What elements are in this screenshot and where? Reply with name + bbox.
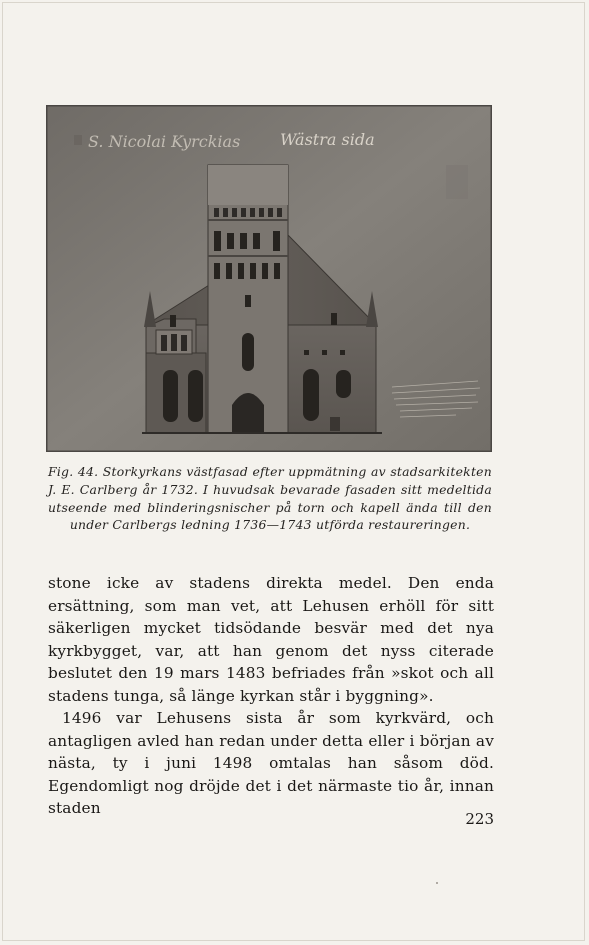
paper-speck bbox=[436, 882, 438, 884]
west-portal bbox=[232, 393, 264, 433]
body-paragraph-2: 1496 var Lehusens sista år som kyrkvärd, och antagligen avled han redan under detta eller i början av nästa, ty i juni 1498 omtalas han såsom död. Egendomligt nog dröjde det i det närmaste tio år, innan staden bbox=[48, 709, 494, 817]
page-number: 223 bbox=[465, 810, 494, 828]
drawing-title-left: S. Nicolai Kyrckias bbox=[88, 132, 241, 151]
body-paragraph-1: stone icke av stadens direkta medel. Den enda ersättning, som man vet, att Lehusen erhöll för sitt säkerligen mycket tidsödande besvär med det nya kyrkbygget, var, att han genom det nyss citerade beslutet den 19 mars 1483 befriades från »skot och all stadens tunga, så länge kyrkan står i byggning». bbox=[48, 574, 494, 705]
church-facade-drawing bbox=[46, 105, 492, 452]
drawing-title-right: Wästra sida bbox=[280, 130, 375, 149]
figure-caption: Fig. 44. Storkyrkans västfasad efter uppmätning av stadsarkitekten J. E. Carlberg år 1732. I huvudsak bevarade fasaden sitt medeltida utseende med blinderingsnischer på torn och kapell ända till den under Carlbergs ledning 1736—1743 utförda restaureringen. bbox=[48, 464, 492, 533]
